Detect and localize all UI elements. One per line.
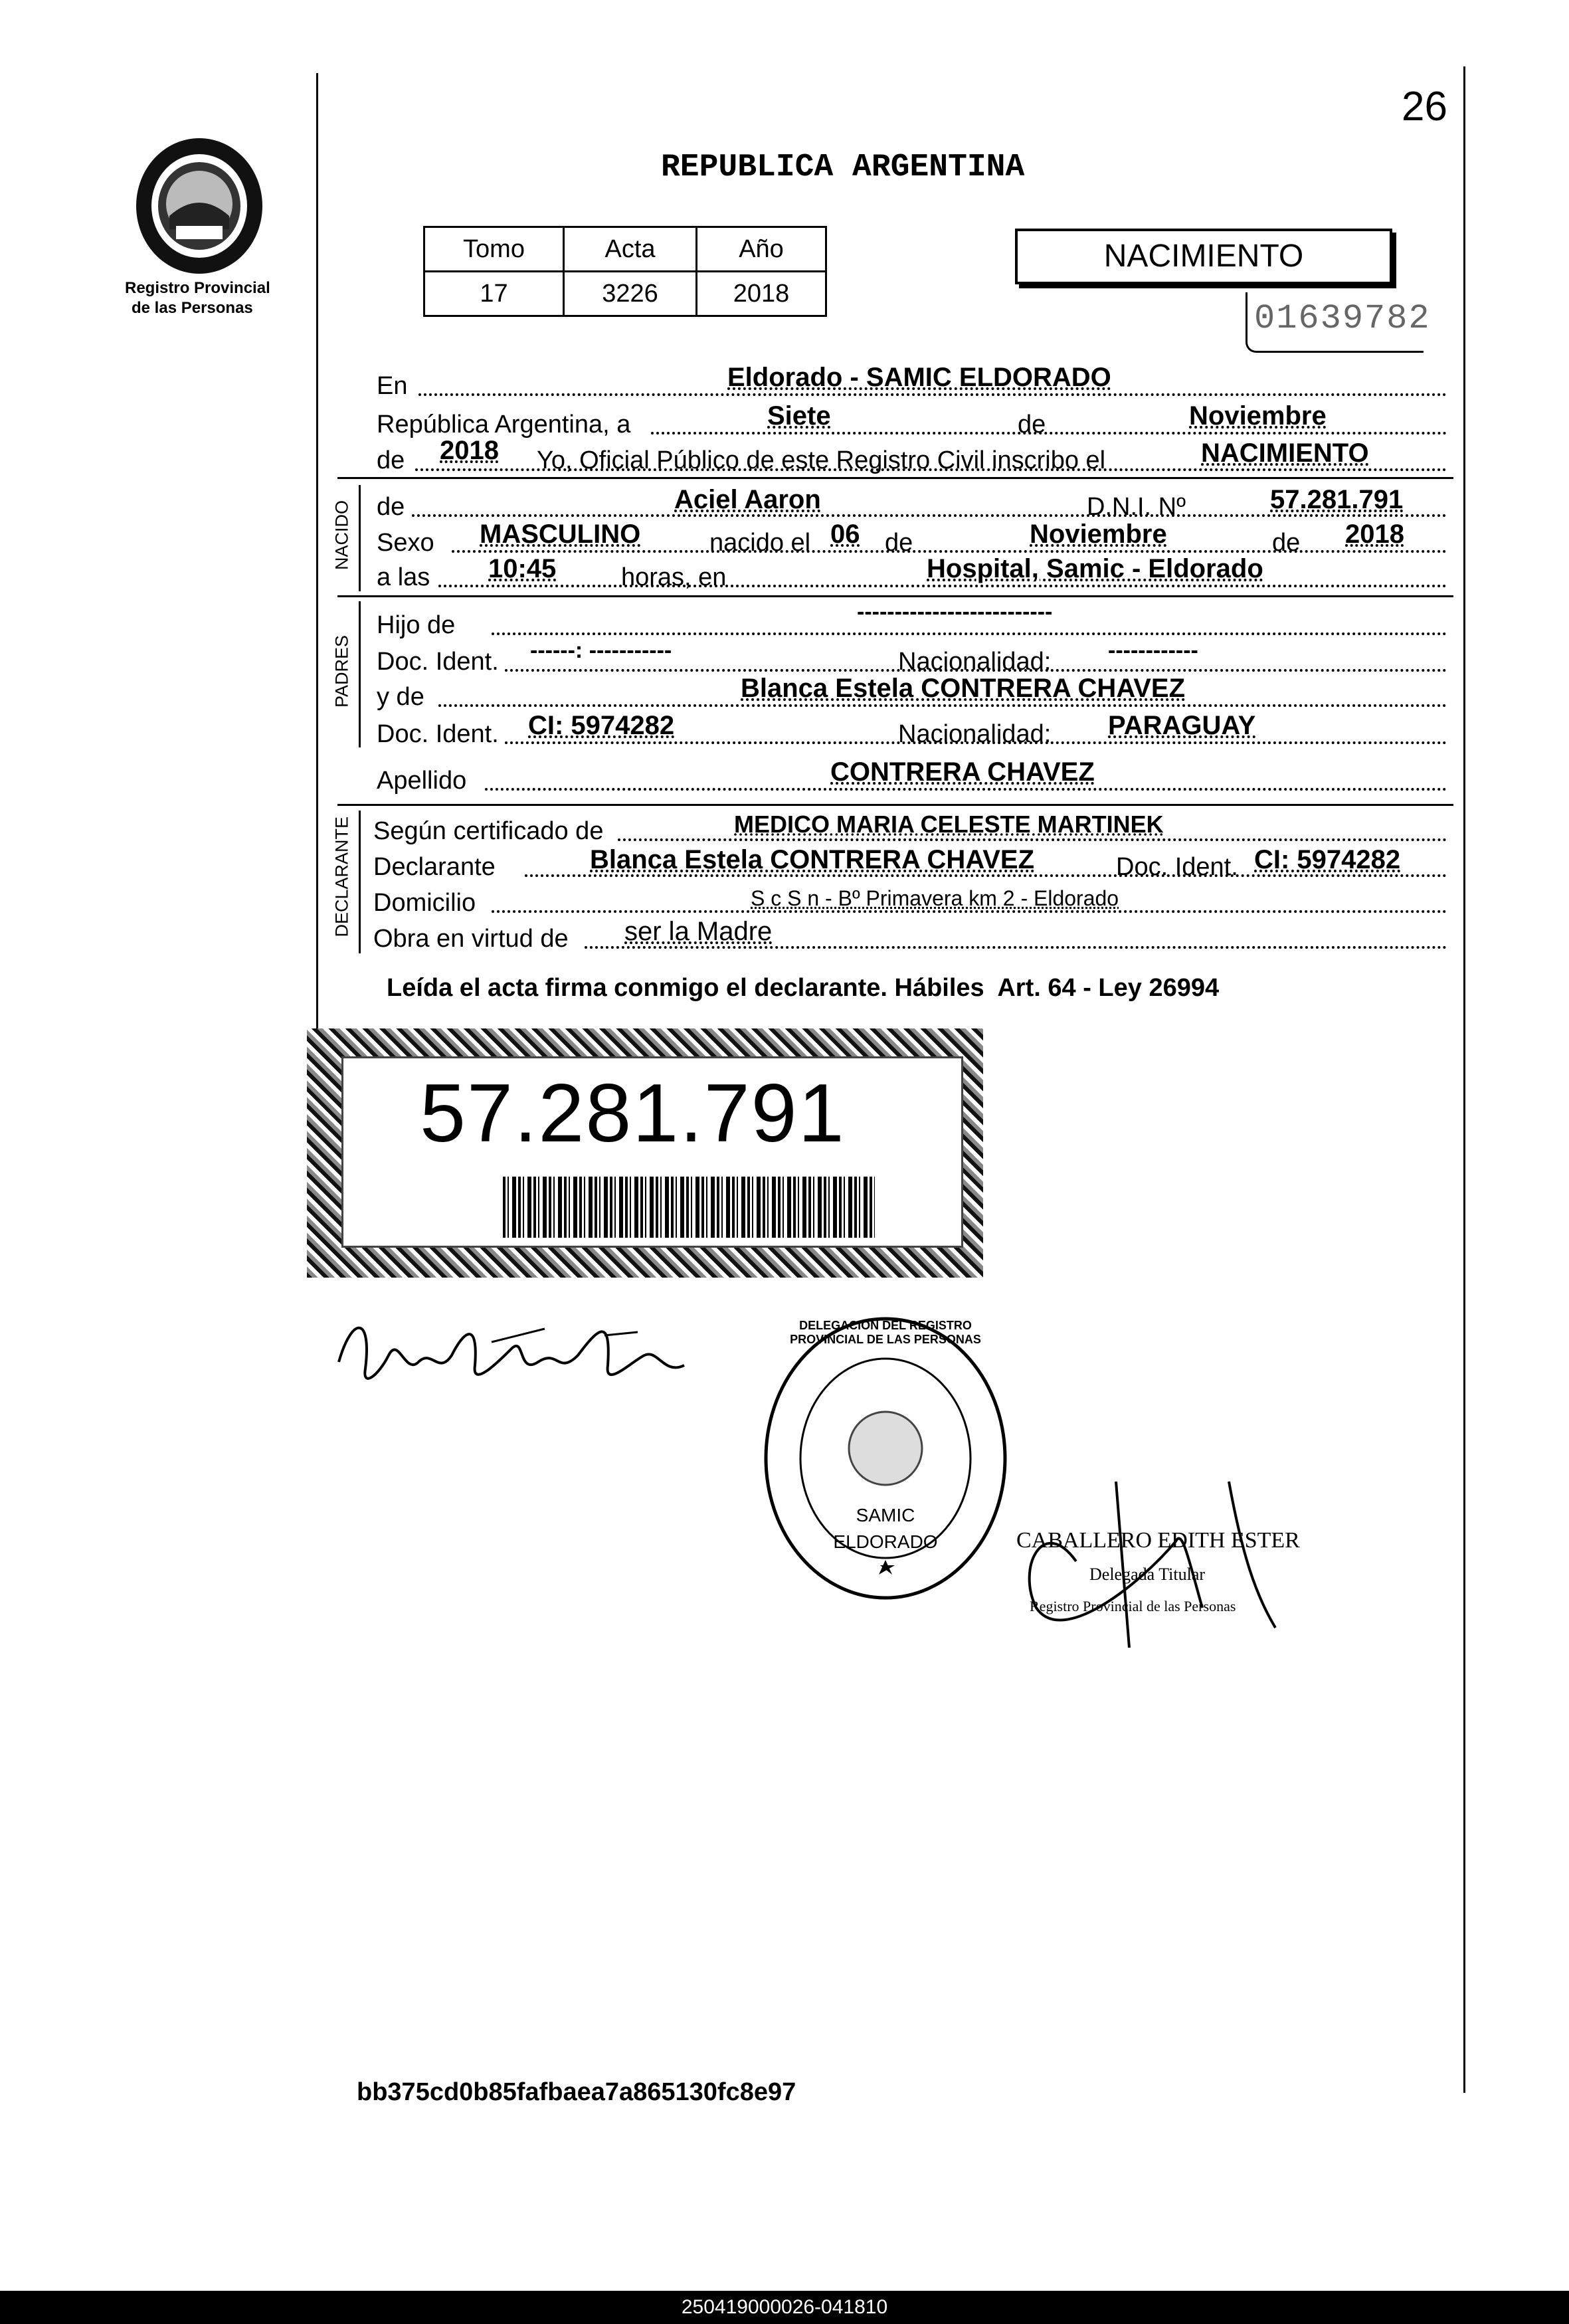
dni-sticker [307, 1028, 983, 1278]
declarante-doc-value: CI: 5974282 [1254, 845, 1401, 874]
declarante-label: Declarante [373, 853, 496, 881]
sexo-value: MASCULINO [480, 520, 641, 549]
registry-name-line1: Registro Provincial [125, 279, 270, 297]
padres-bar [359, 601, 361, 747]
official-office: Registro Provincial de las Personas [1030, 1598, 1236, 1614]
de-label: de [1018, 411, 1046, 438]
de-label: de [1272, 529, 1301, 557]
day-words-value: Siete [767, 401, 831, 431]
nacido-bar [359, 485, 361, 591]
birth-day-value: 06 [830, 520, 860, 549]
document-hash: bb375cd0b85fafbaea7a865130fc8e97 [357, 2078, 796, 2106]
yde-label: y de [377, 683, 424, 711]
birth-year-value: 2018 [1345, 520, 1404, 549]
year-value: 2018 [440, 436, 499, 465]
declarant-signature [325, 1302, 711, 1408]
anio-value: 2018 [697, 272, 826, 316]
serial-number: 01639782 [1254, 299, 1431, 338]
footer-code: 250419000026-041810 [681, 2296, 888, 2318]
closing-statement: Leída el acta firma conmigo el declarante. Hábiles Art. 64 - Ley 26994 [387, 974, 1220, 1002]
dots [485, 788, 1447, 791]
nacido-el-label: nacido el [709, 529, 811, 557]
mother-nac-value: PARAGUAY [1108, 711, 1256, 740]
table-header: Tomo [424, 227, 564, 272]
alas-label: a las [377, 563, 430, 591]
right-border [1463, 66, 1465, 2093]
sticker-panel [341, 1056, 963, 1248]
apellido-label: Apellido [377, 767, 467, 795]
certificado-label: Según certificado de [373, 817, 604, 845]
section-divider [337, 477, 1453, 479]
dots [651, 432, 1447, 435]
nacido-de-label: de [377, 493, 405, 521]
stamp-inner-bottom: ELDORADO [833, 1531, 938, 1552]
dots [492, 632, 1447, 635]
place-value: Eldorado - SAMIC ELDORADO [727, 363, 1111, 392]
dots [438, 704, 1447, 707]
de-label: de [885, 529, 913, 557]
time-value: 10:45 [488, 554, 557, 583]
domicilio-label: Domicilio [373, 889, 476, 917]
sticker-barcode [503, 1177, 875, 1238]
dots [418, 393, 1447, 396]
dni-value: 57.281.791 [1270, 485, 1404, 514]
nacionalidad-label: Nacionalidad: [898, 720, 1052, 748]
registry-name-line2: de las Personas [132, 299, 253, 317]
dots [618, 838, 1447, 841]
declarante-section-label: DECLARANTE [331, 816, 352, 937]
footer-bar [0, 2291, 1569, 2324]
birth-place-value: Hospital, Samic - Eldorado [927, 554, 1263, 583]
official-signature [976, 1475, 1388, 1648]
father-doc-value: ------: ----------- [530, 638, 672, 663]
horas-label: horas, en [621, 563, 727, 591]
nacionalidad-label: Nacionalidad: [898, 648, 1052, 676]
section-divider [337, 804, 1453, 806]
stamp-inner-top: SAMIC [856, 1505, 915, 1525]
table-header: Acta [564, 227, 697, 272]
official-role: Delegada Titular [1089, 1565, 1206, 1584]
table-header: Año [697, 227, 826, 272]
certificado-value: MEDICO MARIA CELESTE MARTINEK [734, 811, 1164, 838]
obra-value: ser la Madre [624, 917, 773, 946]
padres-section-label: PADRES [331, 634, 352, 708]
declarante-value: Blanca Estela CONTRERA CHAVEZ [590, 845, 1035, 874]
doc-ident-label: Doc. Ident. [1116, 853, 1238, 881]
republica-label: República Argentina, a [377, 411, 631, 438]
section-divider [337, 595, 1453, 597]
sticker-number: 57.281.791 [420, 1068, 846, 1159]
serial-bracket [1246, 292, 1424, 353]
left-border [316, 73, 318, 1050]
father-value: -------------------------- [857, 599, 1053, 625]
official-name: CABALLERO EDITH ESTER [1016, 1528, 1300, 1553]
sexo-label: Sexo [377, 529, 434, 557]
apellido-value: CONTRERA CHAVEZ [830, 757, 1095, 787]
acta-value: 3226 [564, 272, 697, 316]
en-label: En [377, 372, 408, 400]
inscribe-value: NACIMIENTO [1201, 438, 1369, 468]
birth-month-value: Noviembre [1030, 520, 1167, 549]
reference-table [423, 226, 827, 317]
domicilio-value: S c S n - Bº Primavera km 2 - Eldorado [751, 886, 1119, 910]
month-value: Noviembre [1189, 401, 1327, 431]
father-nac-value: ------------ [1108, 638, 1198, 663]
doc-ident-label: Doc. Ident. [377, 648, 499, 676]
mother-doc-value: CI: 5974282 [528, 711, 675, 740]
dots [415, 468, 1447, 471]
tomo-value: 17 [424, 272, 564, 316]
doc-ident-label: Doc. Ident. [377, 720, 499, 748]
country-title: REPUBLICA ARGENTINA [661, 149, 1025, 185]
page-number: 26 [1402, 84, 1447, 130]
declarante-bar [359, 811, 361, 953]
de2-label: de [377, 446, 405, 474]
nacido-section-label: NACIDO [331, 500, 352, 571]
obra-label: Obra en virtud de [373, 925, 569, 953]
hijo-label: Hijo de [377, 611, 456, 639]
stamp-ring-text: DELEGACION DEL REGISTRO PROVINCIAL DE LAS PERSONAS [790, 1319, 981, 1346]
dni-label: D.N.I. Nº [1087, 493, 1186, 521]
mother-value: Blanca Estela CONTRERA CHAVEZ [741, 674, 1186, 703]
child-name-value: Aciel Aaron [674, 485, 821, 514]
dots [438, 585, 1447, 587]
oficial-text: Yo, Oficial Público de este Registro Civil inscribo el [537, 446, 1106, 474]
registry-logo [123, 130, 276, 282]
doc-type-box: NACIMIENTO [1015, 229, 1392, 284]
